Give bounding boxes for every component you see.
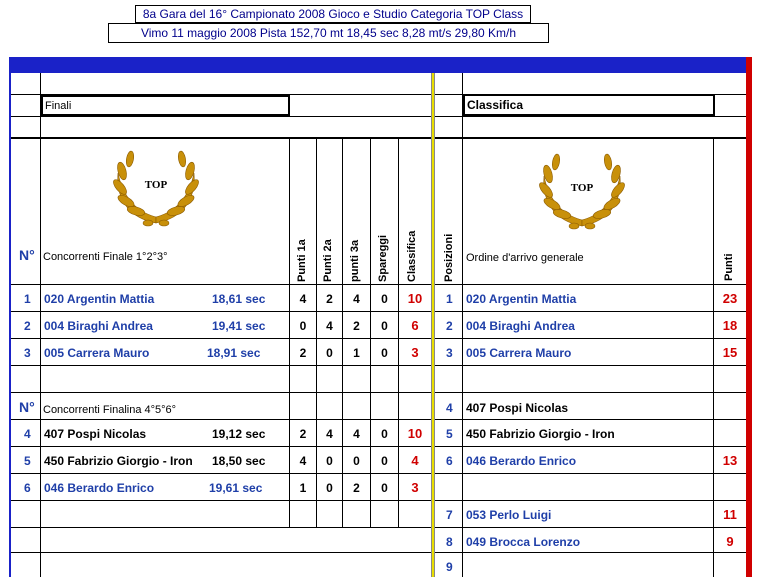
row-n: 6	[24, 481, 31, 495]
row-pts: 11	[723, 507, 737, 522]
row-p2: 0	[326, 346, 333, 360]
col-posizioni-header: Posizioni	[443, 233, 455, 282]
row-n: 3	[24, 346, 31, 360]
row-pts: 13	[722, 453, 738, 468]
finali-title: Finali	[45, 99, 72, 112]
row-name: 005 Carrera Mauro	[466, 346, 572, 360]
row-p1: 4	[299, 292, 307, 306]
classifica-title: Classifica	[467, 98, 524, 112]
row-pos: 5	[446, 427, 453, 441]
row-time: 19,61 sec	[209, 481, 263, 495]
row-pos: 6	[446, 454, 453, 468]
row-name: 004 Biraghi Andrea	[466, 319, 575, 333]
row-name: 450 Fabrizio Giorgio - Iron	[466, 427, 615, 441]
col-spareggi-header: Spareggi	[377, 234, 389, 282]
row-sp: 0	[381, 481, 388, 495]
col-concorrenti-header: Concorrenti Finale 1°2°3°	[43, 251, 168, 263]
row-name: 005 Carrera Mauro	[44, 346, 150, 360]
row-pos: 3	[446, 346, 453, 360]
row-name: 049 Brocca Lorenzo	[466, 535, 581, 549]
row-p2: 0	[326, 454, 333, 468]
col-punti-header: Punti	[723, 253, 735, 281]
row-name: 020 Argentin Mattia	[44, 292, 155, 306]
row-p2: 0	[326, 481, 333, 495]
row-n: 4	[24, 427, 31, 441]
col-classifica-header: Classifica	[406, 230, 418, 282]
header-subtitle-box	[108, 23, 549, 43]
header-title: 8a Gara del 16° Campionato 2008 Gioco e Studio Categoria TOP Class	[142, 7, 524, 21]
row-name: 046 Berardo Enrico	[44, 481, 155, 495]
row-pos: 4	[446, 401, 453, 415]
row-name: 450 Fabrizio Giorgio - Iron	[44, 454, 193, 468]
finali-title-box	[41, 95, 290, 116]
row-cl: 3	[411, 345, 419, 360]
row-time: 19,12 sec	[212, 427, 266, 441]
row-time: 18,50 sec	[212, 454, 266, 468]
row-pos: 2	[446, 319, 453, 333]
row-p1: 4	[299, 454, 307, 468]
row-p2: 2	[326, 292, 333, 306]
row-p3: 2	[353, 481, 360, 495]
row-cl: 10	[407, 426, 423, 441]
row-name: 053 Perlo Luigi	[466, 508, 552, 522]
row-p2: 4	[326, 427, 333, 441]
row-n: 1	[24, 292, 31, 306]
row-time: 18,61 sec	[212, 292, 266, 306]
row-p1: 1	[299, 481, 307, 495]
row-p3: 2	[353, 319, 360, 333]
row-p3: 4	[353, 427, 360, 441]
finalina-n-header: N°	[19, 399, 35, 415]
header-subtitle: Vimo 11 maggio 2008 Pista 152,70 mt 18,45 sec 8,28 mt/s 29,80 Km/h	[140, 26, 517, 40]
col-ordine-header: Ordine d'arrivo generale	[466, 252, 584, 264]
classifica-title-box	[463, 94, 715, 116]
row-p3: 1	[353, 346, 360, 360]
col-punti2-header: Punti 2a	[322, 239, 334, 282]
row-name: 004 Biraghi Andrea	[44, 319, 153, 333]
row-name: 407 Pospi Nicolas	[44, 427, 147, 441]
laurel-label-right: TOP	[570, 182, 594, 194]
row-cl: 3	[411, 480, 419, 495]
row-p1: 2	[299, 346, 307, 360]
blue-top-bar	[9, 57, 748, 73]
laurel-label-left: TOP	[144, 179, 168, 191]
row-name: 407 Pospi Nicolas	[466, 401, 569, 415]
row-p1: 2	[299, 427, 307, 441]
row-p1: 0	[299, 319, 307, 333]
yellow-divider	[431, 73, 435, 577]
row-cl: 10	[407, 291, 423, 306]
row-sp: 0	[381, 292, 388, 306]
row-cl: 6	[411, 318, 419, 333]
laurel-wreath-icon-right	[534, 146, 630, 232]
row-name: 046 Berardo Enrico	[466, 454, 577, 468]
row-pts: 18	[722, 318, 738, 333]
col-punti3-header: punti 3a	[349, 239, 361, 282]
row-name: 020 Argentin Mattia	[466, 292, 577, 306]
finalina-title: Concorrenti Finalina 4°5°6°	[43, 404, 177, 416]
row-pts: 15	[722, 345, 738, 360]
row-n: 2	[24, 319, 31, 333]
row-pts: 23	[722, 291, 738, 306]
blue-left-edge	[9, 57, 11, 577]
row-pos: 1	[446, 292, 453, 306]
col-punti1-header: Punti 1a	[296, 239, 308, 282]
row-pos: 7	[446, 508, 453, 522]
row-sp: 0	[381, 427, 388, 441]
row-pos: 9	[446, 560, 453, 574]
header-title-box	[135, 5, 531, 23]
row-p3: 4	[353, 292, 360, 306]
row-p2: 4	[326, 319, 333, 333]
row-n: 5	[24, 454, 31, 468]
row-pos: 8	[446, 535, 453, 549]
row-cl: 4	[411, 453, 419, 468]
row-sp: 0	[381, 454, 388, 468]
red-right-edge	[746, 57, 752, 577]
row-time: 18,91 sec	[207, 346, 261, 360]
row-time: 19,41 sec	[212, 319, 266, 333]
row-p3: 0	[353, 454, 360, 468]
row-sp: 0	[381, 346, 388, 360]
row-sp: 0	[381, 319, 388, 333]
row-pts: 9	[726, 534, 734, 549]
laurel-wreath-icon	[108, 143, 204, 229]
col-n-header: N°	[19, 247, 35, 263]
